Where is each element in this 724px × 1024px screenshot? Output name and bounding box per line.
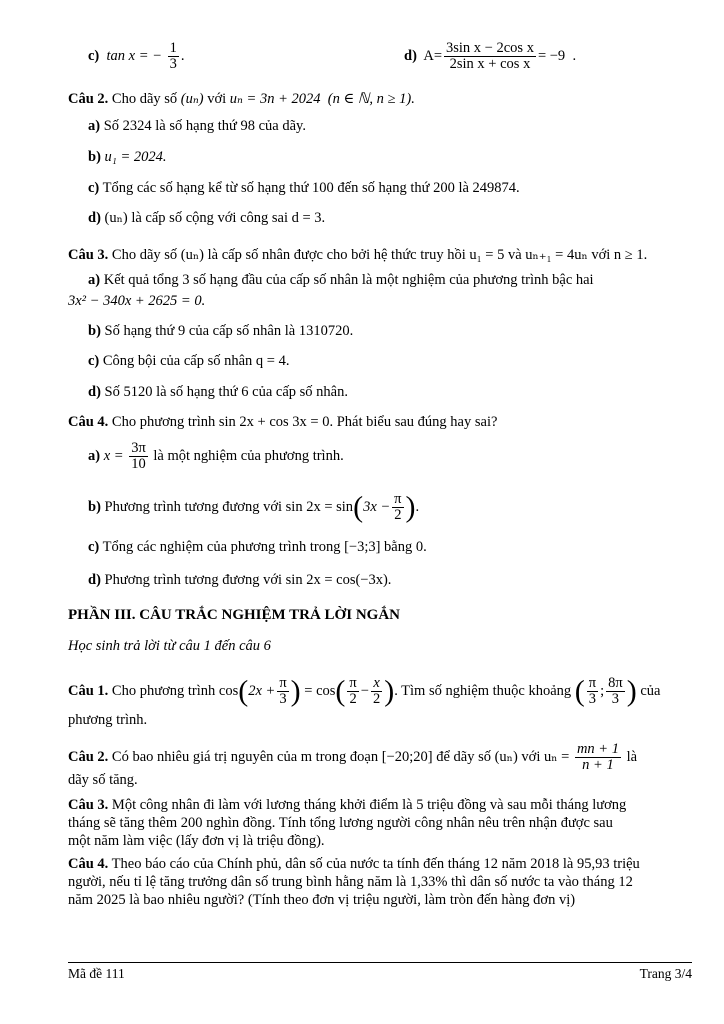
p3-cau4-l1: Câu 4. Theo báo cáo của Chính phủ, dân số của nước ta tính đến tháng 12 năm 2018 là 95,93 triệu — [68, 856, 640, 872]
p3-cau1-line2: phương trình. — [68, 712, 148, 728]
q1-option-d: d) A= $\frac{\text{3sin x − 2cos x}}{\text{2sin x + cos x}}$ = −9 . — [404, 40, 577, 72]
cau3-b: b) Số hạng thứ 9 của cấp số nhân là 1310720. — [88, 323, 354, 339]
cau2-d: d) (uₙ) là cấp số cộng với công sai d = 3. — [88, 210, 326, 226]
cau3-header: Câu 3. Cho dãy số (uₙ) là cấp số nhân được cho bởi hệ thức truy hồi u₁ = 5 và uₙ₊₁ = 4uₙ với n ≥ 1. — [68, 247, 648, 263]
footer-page-number: Trang 3/4 — [639, 966, 692, 981]
p3-cau2-line2: dãy số tăng. — [68, 772, 138, 788]
cau2-c: c) Tổng các số hạng kể từ số hạng thứ 100 đến số hạng thứ 200 là 249874. — [88, 180, 520, 196]
cau4-b: b) Phương trình tương đương với sin 2x = sin(3x − $\frac{\pi}{2}$ ). — [88, 490, 420, 524]
p3-cau1: Câu 1. Cho phương trình cos(2x + $\frac{\pi}{3}$ ) = cos( $\frac{\pi}{2}$ − $\frac{x}{2}$ ). Tìm số nghiệm thuộc khoảng ( $\frac{\pi}{3}$ ; $\frac{8\pi}{3}$ ) của — [68, 674, 661, 708]
p3-cau4-l3: năm 2025 là bao nhiêu người? (Tính theo đơn vị triệu người, làm tròn đến hàng đơn vị) — [68, 892, 576, 908]
cau3-c: c) Công bội của cấp số nhân q = 4. — [88, 353, 290, 369]
footer-divider — [68, 962, 692, 963]
cau4-a: a) x = $\frac{3\pi}{10}$ là một nghiệm của phương trình. — [88, 440, 344, 472]
cau3-a: a) Kết quả tổng 3 số hạng đầu của cấp số nhân là một nghiệm của phương trình bậc hai — [88, 272, 594, 288]
p3-cau3-l2: tháng sẽ tăng thêm 200 nghìn đồng. Tính tổng lương người công nhân nêu trên nhận được sau — [68, 815, 613, 831]
cau3-a-equation: 3x² − 340x + 2625 = 0. — [68, 293, 206, 309]
part3-title: PHẦN III. CÂU TRẮC NGHIỆM TRẢ LỜI NGẮN — [68, 607, 400, 623]
cau4-header: Câu 4. Cho phương trình sin 2x + cos 3x = 0. Phát biểu sau đúng hay sai? — [68, 414, 498, 430]
cau2-header: Câu 2. Cho dãy số (uₙ) với uₙ = 3n + 2024 (n ∈ ℕ, n ≥ 1). — [68, 91, 415, 107]
cau2-a: a) Số 2324 là số hạng thứ 98 của dãy. — [88, 118, 306, 134]
p3-cau3-l1: Câu 3. Một công nhân đi làm với lương tháng khởi điểm là 5 triệu đồng và sau mỗi tháng lương — [68, 797, 627, 813]
p3-cau3-l3: một năm làm việc (lấy đơn vị là triệu đồng). — [68, 833, 325, 849]
part3-instruction: Học sinh trả lời từ câu 1 đến câu 6 — [68, 638, 271, 654]
p3-cau4-l2: người, nếu tỉ lệ tăng trưởng dân số trung bình hằng năm là 1,33% thì dân số nước ta vào tháng 12 — [68, 874, 633, 890]
p3-cau2: Câu 2. Có bao nhiêu giá trị nguyên của m trong đoạn [−20;20] để dãy số (uₙ) với uₙ = $\frac{mn + 1}{n + 1}$ là — [68, 741, 638, 773]
cau3-d: d) Số 5120 là số hạng thứ 6 của cấp số nhân. — [88, 384, 348, 400]
cau4-d: d) Phương trình tương đương với sin 2x = cos(−3x). — [88, 572, 392, 588]
footer-exam-code: Mã đề 111 — [68, 966, 125, 981]
cau2-b: b) u₁ = 2024. — [88, 149, 167, 165]
cau4-c: c) Tổng các nghiệm của phương trình trong [−3;3] bằng 0. — [88, 539, 427, 555]
q1-option-c: c) tan x = − $\frac{1}{3}$ . — [88, 40, 185, 72]
